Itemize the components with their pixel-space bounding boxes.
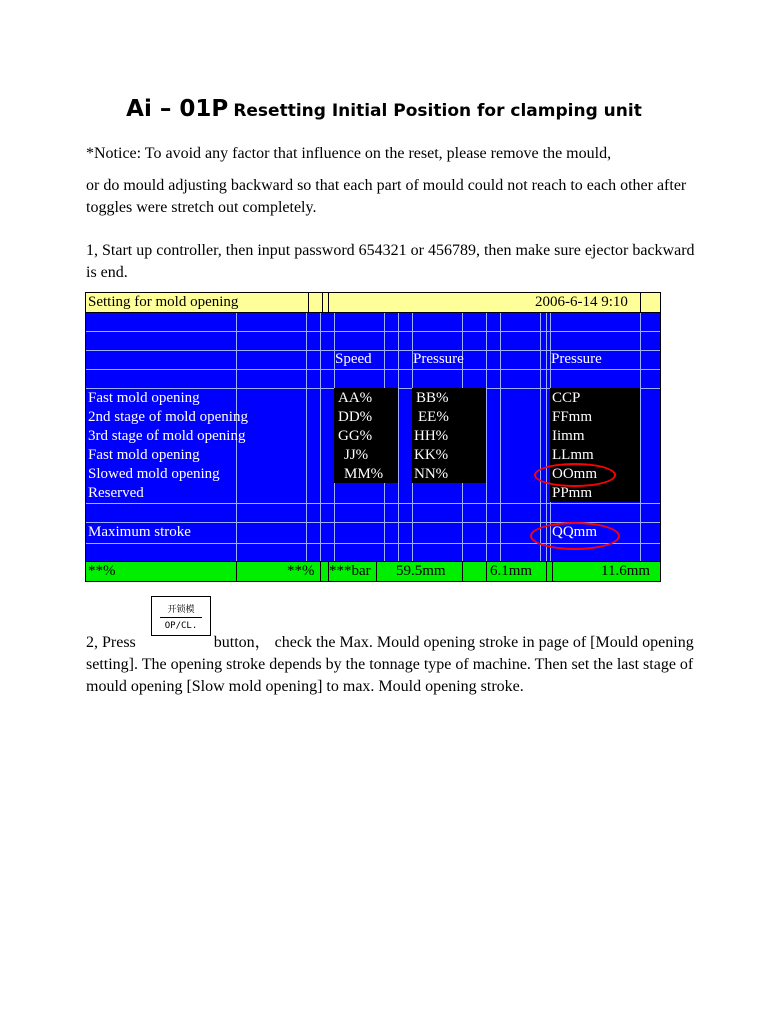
document-title: [0, 96, 768, 122]
status-2: **%: [287, 563, 315, 579]
screen-title-bar: [86, 293, 660, 313]
row-2-label: 2nd stage of mold opening: [88, 409, 248, 425]
header-position: Pressure: [551, 351, 602, 367]
row-3-label: 3rd stage of mold opening: [88, 428, 246, 444]
key-button-top-label: 开锁模: [167, 605, 195, 615]
row-6-position[interactable]: PPmm: [552, 485, 593, 501]
step-2-rest: button， check the Max. Mould opening stroke in page of [Mould opening setting]. The opening stroke depends by the tonnage type of machine. Then set the last stage of mould opening [Slow mold opening] to max. Mould opening stroke.: [86, 634, 694, 695]
screen-datetime: 2006-6-14 9:10: [535, 294, 628, 310]
title-code: Ai – 01P: [126, 96, 229, 122]
header-speed: Speed: [335, 351, 372, 367]
row-2-pressure[interactable]: EE%: [418, 409, 449, 425]
row-1-speed[interactable]: AA%: [338, 390, 373, 406]
notice-line-1: *Notice: To avoid any factor that influence on the reset, please remove the mould,: [86, 145, 612, 162]
notice-line-2: or do mould adjusting backward so that each part of mould could not reach to each other after toggles were stretch out completely.: [86, 177, 687, 216]
screen-title: Setting for mold opening: [88, 294, 239, 310]
row-3-speed[interactable]: GG%: [338, 428, 373, 444]
row-1-position[interactable]: CCP: [552, 390, 581, 406]
key-button-bottom-label: OP/CL.: [164, 621, 198, 631]
row-2-position[interactable]: FFmm: [552, 409, 593, 425]
row-6-label: Reserved: [88, 485, 144, 501]
row-1-pressure[interactable]: BB%: [416, 390, 449, 406]
status-1: **%: [88, 563, 116, 579]
step-1-text: 1, Start up controller, then input password 654321 or 456789, then make sure ejector backward is end.: [86, 242, 695, 281]
op-cl-key-button[interactable]: [151, 596, 211, 636]
status-5: 6.1mm: [490, 563, 533, 579]
step-2-text: [86, 632, 696, 698]
row-5-speed[interactable]: MM%: [344, 466, 384, 482]
row-1-label: Fast mold opening: [88, 390, 200, 406]
row-5-position[interactable]: OOmm: [552, 466, 597, 482]
row-4-label: Fast mold opening: [88, 447, 200, 463]
key-button-divider: [160, 617, 202, 618]
row-5-label: Slowed mold opening: [88, 466, 220, 482]
screen-status-bar: [86, 561, 660, 581]
highlight-oval-slow-opening: [534, 463, 616, 487]
highlight-oval-max-stroke: [530, 522, 620, 550]
row-4-speed[interactable]: JJ%: [344, 447, 369, 463]
row-4-position[interactable]: LLmm: [552, 447, 594, 463]
title-text: Resetting Initial Position for clamping unit: [233, 101, 642, 121]
status-3: ***bar: [329, 563, 371, 579]
row-3-position[interactable]: Iimm: [552, 428, 585, 444]
status-6: 11.6mm: [601, 563, 651, 579]
max-stroke-label: Maximum stroke: [88, 524, 191, 540]
controller-screen: [85, 292, 661, 582]
header-pressure: Pressure: [413, 351, 464, 367]
status-4: 59.5mm: [396, 563, 446, 579]
row-2-speed[interactable]: DD%: [338, 409, 373, 425]
step-2-prefix: 2, Press: [86, 634, 136, 651]
row-5-pressure[interactable]: NN%: [414, 466, 449, 482]
row-3-pressure[interactable]: HH%: [414, 428, 449, 444]
row-4-pressure[interactable]: KK%: [414, 447, 449, 463]
max-stroke-value[interactable]: QQmm: [552, 524, 597, 540]
